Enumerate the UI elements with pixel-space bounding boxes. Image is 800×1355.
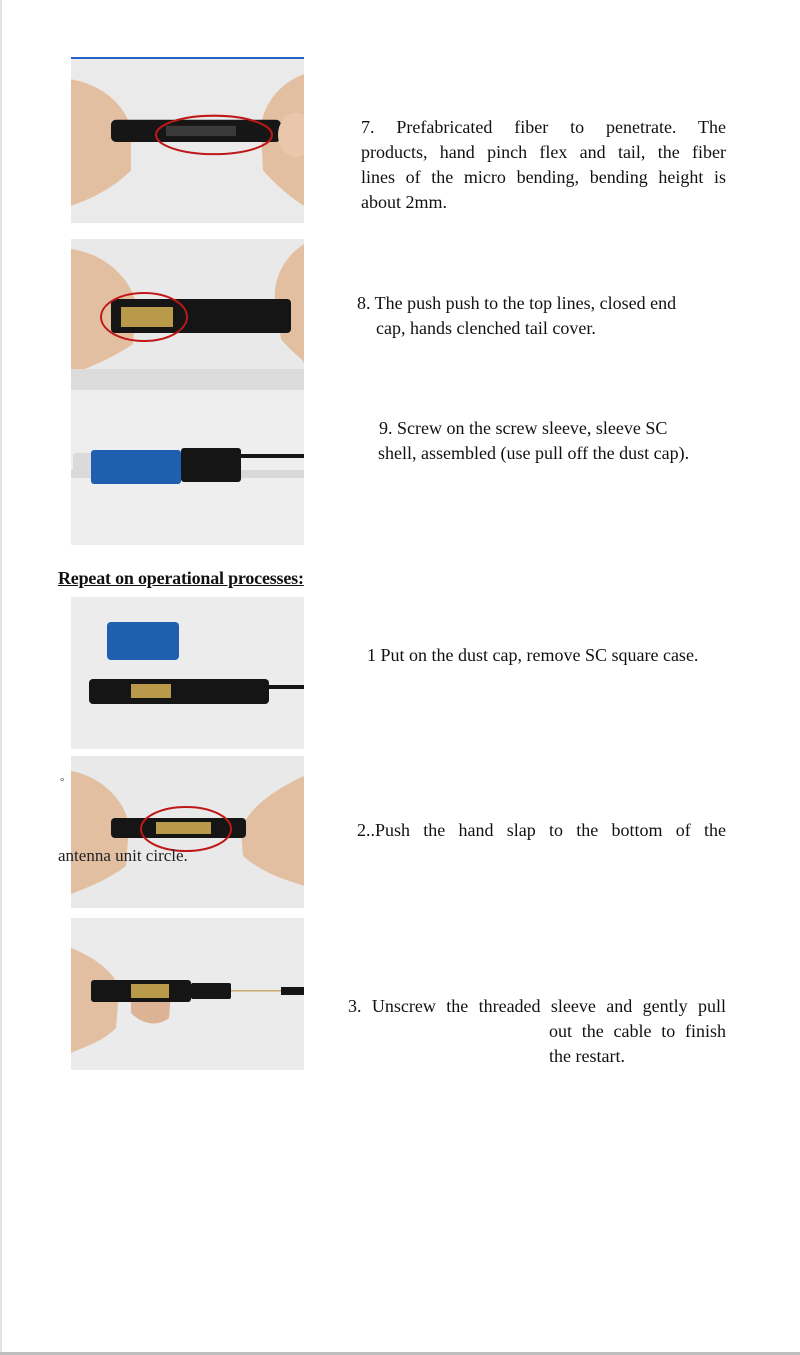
repeat-1-text: 1 Put on the dust cap, remove SC square case. [367,645,699,665]
repeat-2-text: 2..Push the hand slap to the bottom of the [357,820,726,840]
overflow-caption: antenna unit circle. [58,846,188,865]
step-9-photo [71,390,304,545]
step-8-text: 8. The push push to the top lines, closed end cap, hands clenched tail cover. [357,293,677,338]
section-heading: Repeat on operational processes: [58,568,304,588]
page-left-edge [0,0,2,1355]
repeat-1-photo [71,597,304,749]
stray-bullet-mark: ° [60,776,65,788]
repeat-3-photo [71,918,304,1070]
step-7-photo [71,57,304,223]
repeat-3-text: 3. Unscrew the threaded sleeve and gently pull out the cable to finish the restart. [348,996,726,1066]
repeat-2-photo [71,756,304,908]
step-8-photo [71,239,304,390]
step-7-text: 7. Prefabricated fiber to penetrate. The products, hand pinch flex and tail, the fiber lines of the micro bending, bending height is about 2mm. [361,117,726,212]
step-9-text: 9. Screw on the screw sleeve, sleeve SC shell, assembled (use pull off the dust cap). [378,418,690,463]
